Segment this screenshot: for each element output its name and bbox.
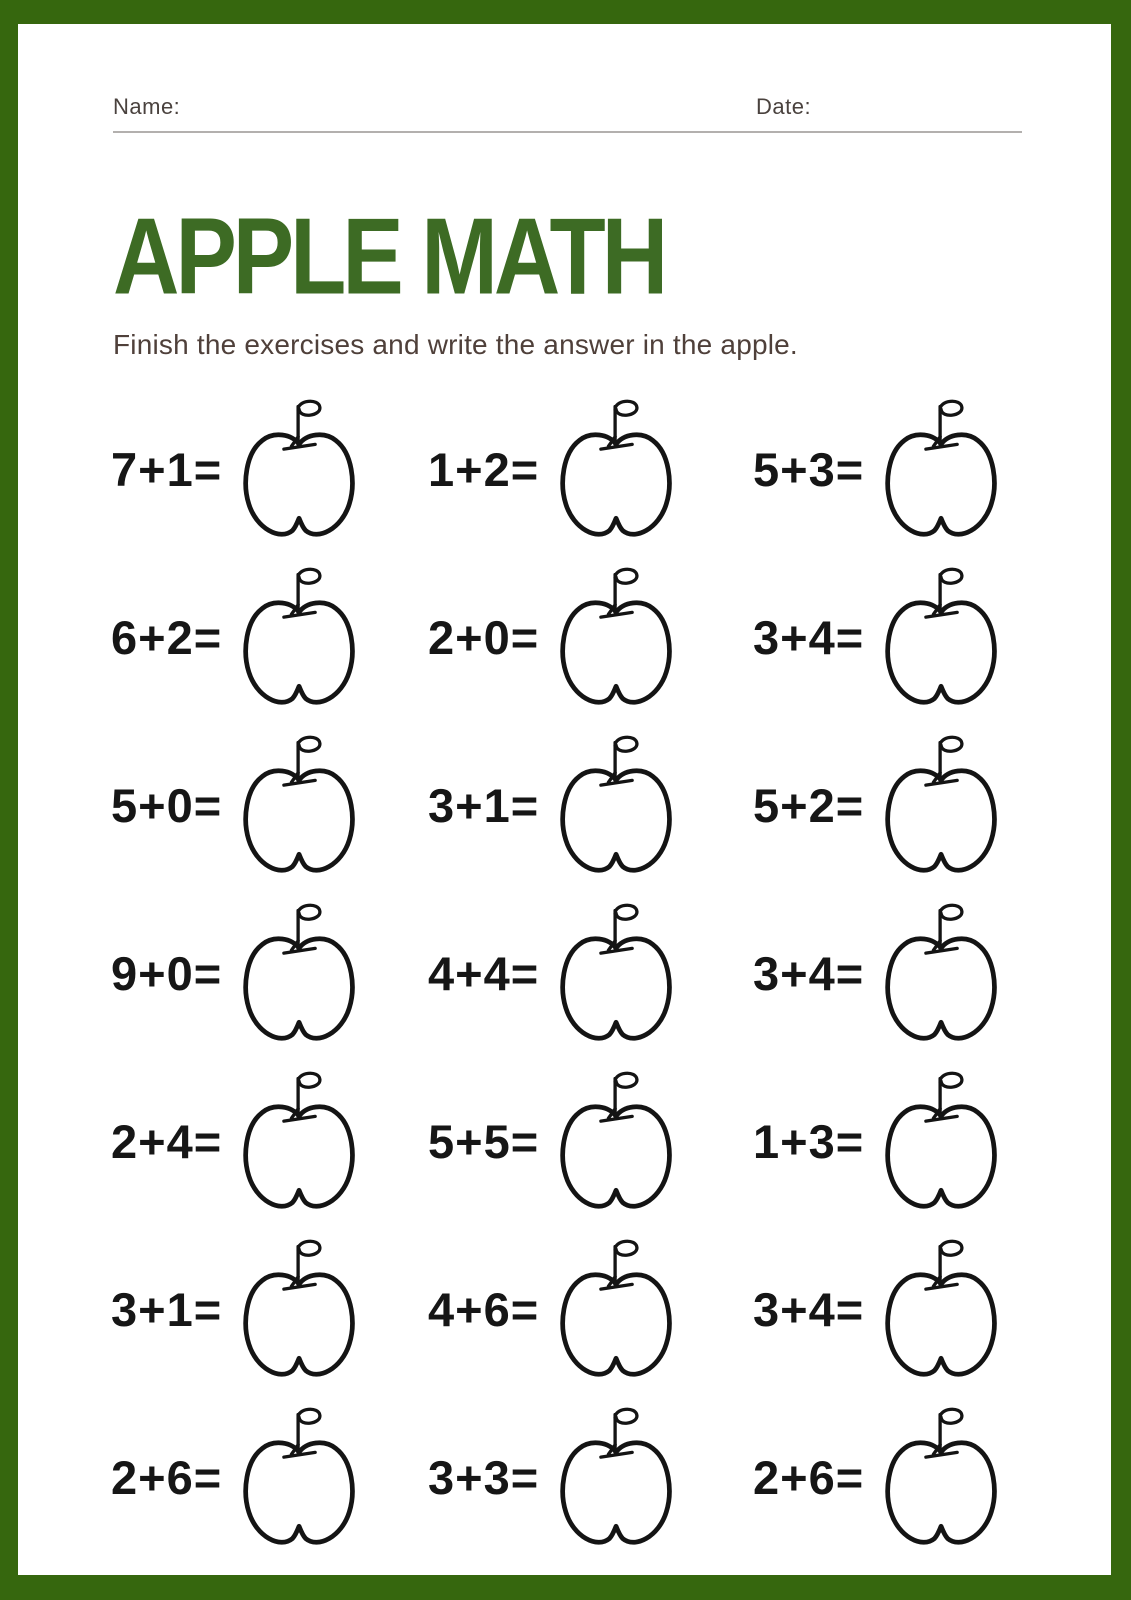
- page-content: [18, 24, 1111, 1561]
- apple-answer-outline[interactable]: [881, 397, 1003, 541]
- problem-cell: [111, 1057, 428, 1225]
- instructions-text: Finish the exercises and write the answer in the apple.: [113, 329, 798, 360]
- problem-expression: 1+3=: [753, 1114, 865, 1168]
- problem-expression: 5+5=: [428, 1114, 540, 1168]
- problem-cell: [753, 385, 1081, 553]
- problem-cell: [428, 889, 753, 1057]
- problem-cell: [753, 889, 1081, 1057]
- problem-cell: [111, 385, 428, 553]
- date-label: Date:: [756, 94, 812, 119]
- apple-answer-outline[interactable]: [239, 1405, 361, 1549]
- name-date-fill-line[interactable]: [113, 131, 1022, 133]
- apple-answer-outline[interactable]: [239, 1237, 361, 1381]
- apple-answer-outline[interactable]: [239, 901, 361, 1045]
- problem-cell: [428, 1225, 753, 1393]
- apple-answer-outline[interactable]: [556, 397, 678, 541]
- problem-expression: 9+0=: [111, 946, 223, 1000]
- problem-expression: 7+1=: [111, 442, 223, 496]
- problem-cell: [753, 1393, 1081, 1561]
- apple-answer-outline[interactable]: [239, 733, 361, 877]
- problem-cell: [428, 1057, 753, 1225]
- name-label: Name:: [113, 94, 181, 119]
- problem-expression: 5+0=: [111, 778, 223, 832]
- problem-expression: 3+3=: [428, 1450, 540, 1504]
- problem-expression: 2+6=: [111, 1450, 223, 1504]
- header-row: [113, 94, 1081, 124]
- problem-expression: 4+4=: [428, 946, 540, 1000]
- problem-cell: [428, 721, 753, 889]
- apple-answer-outline[interactable]: [881, 565, 1003, 709]
- apple-answer-outline[interactable]: [556, 1237, 678, 1381]
- apple-answer-outline[interactable]: [556, 901, 678, 1045]
- problems-grid: [111, 385, 1081, 1561]
- problem-expression: 3+4=: [753, 1282, 865, 1336]
- page-title: APPLE MATH: [113, 196, 665, 318]
- apple-answer-outline[interactable]: [881, 733, 1003, 877]
- problem-cell: [428, 385, 753, 553]
- problem-expression: 4+6=: [428, 1282, 540, 1336]
- problem-expression: 5+2=: [753, 778, 865, 832]
- apple-answer-outline[interactable]: [556, 565, 678, 709]
- problem-cell: [753, 721, 1081, 889]
- apple-answer-outline[interactable]: [556, 733, 678, 877]
- problem-cell: [111, 1225, 428, 1393]
- problem-cell: [111, 1393, 428, 1561]
- problem-expression: 5+3=: [753, 442, 865, 496]
- problem-expression: 3+4=: [753, 610, 865, 664]
- problem-cell: [111, 553, 428, 721]
- problem-expression: 3+4=: [753, 946, 865, 1000]
- problem-expression: 1+2=: [428, 442, 540, 496]
- apple-answer-outline[interactable]: [556, 1405, 678, 1549]
- problem-cell: [428, 1393, 753, 1561]
- apple-answer-outline[interactable]: [556, 1069, 678, 1213]
- problem-cell: [428, 553, 753, 721]
- problem-cell: [753, 1057, 1081, 1225]
- apple-answer-outline[interactable]: [239, 397, 361, 541]
- problem-cell: [111, 889, 428, 1057]
- problem-cell: [111, 721, 428, 889]
- apple-answer-outline[interactable]: [881, 1069, 1003, 1213]
- apple-answer-outline[interactable]: [881, 1237, 1003, 1381]
- apple-answer-outline[interactable]: [239, 1069, 361, 1213]
- problem-expression: 2+4=: [111, 1114, 223, 1168]
- problem-cell: [753, 553, 1081, 721]
- apple-answer-outline[interactable]: [239, 565, 361, 709]
- problem-expression: 6+2=: [111, 610, 223, 664]
- problem-expression: 2+0=: [428, 610, 540, 664]
- problem-expression: 2+6=: [753, 1450, 865, 1504]
- apple-answer-outline[interactable]: [881, 901, 1003, 1045]
- problem-expression: 3+1=: [428, 778, 540, 832]
- problem-cell: [753, 1225, 1081, 1393]
- problem-expression: 3+1=: [111, 1282, 223, 1336]
- apple-answer-outline[interactable]: [881, 1405, 1003, 1549]
